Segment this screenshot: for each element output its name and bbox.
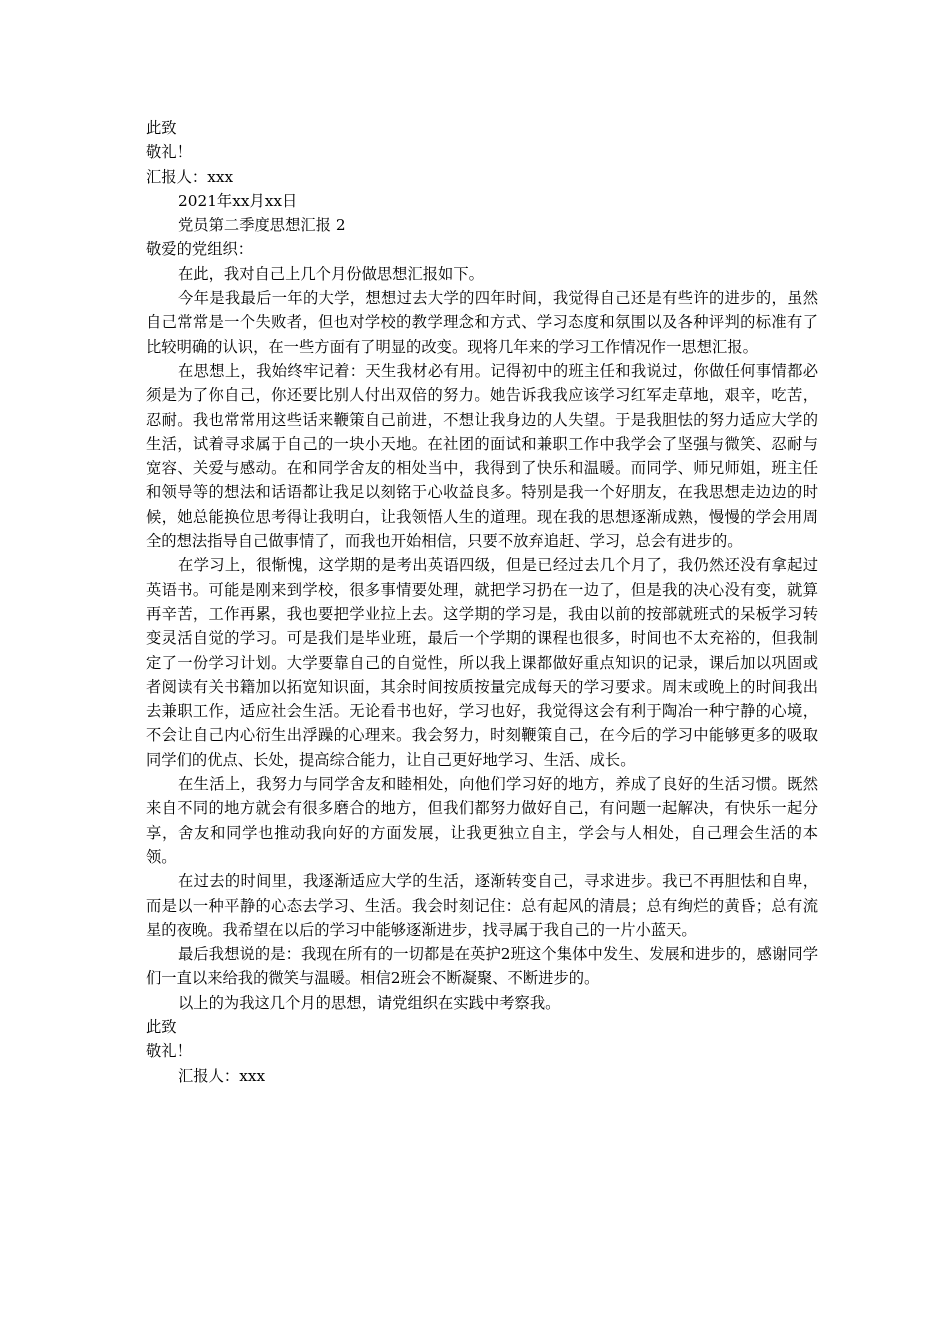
report-date: 2021年xx月xx日	[178, 191, 298, 210]
document-title: 党员第二季度思想汇报 2	[178, 216, 346, 235]
closing-respect-top: 敬礼！	[146, 143, 192, 162]
reporter-name-top: 汇报人：xxx	[146, 167, 234, 186]
paragraph: 在生活上，我努力与同学舍友和睦相处，向他们学习好的地方，养成了良好的生活习惯。既然来自不同的地方就会有很多磨合的地方，但我们都努力做好自己，有问题一起解决，有快乐一起分享，舍友和同学也推动我向好的方面发展，让我更独立自主，学会与人相处，自己理会生活的本领。	[146, 775, 818, 866]
paragraph: 最后我想说的是：我现在所有的一切都是在英护2班这个集体中发生、发展和进步的，感谢同学们一直以来给我的微笑与温暖。相信2班会不断凝聚、不断进步的。	[146, 945, 818, 988]
document-page	[146, 116, 818, 1088]
greeting: 敬爱的党组织：	[146, 240, 254, 259]
reporter-name-bottom: 汇报人：xxx	[178, 1066, 266, 1085]
paragraph: 在思想上，我始终牢记着：天生我材必有用。记得初中的班主任和我说过，你做任何事情都必须是为了你自己，你还要比别人付出双倍的努力。她告诉我我应该学习红军走草地，艰辛，吃苦，忍耐。我也常常用这些话来鞭策自己前进，不想让我身边的人失望。于是我胆怯的努力适应大学的生活，试着寻求属于自己的一块小天地。在社团的面试和兼职工作中我学会了坚强与微笑、忍耐与宽容、关爱与感动。在和同学舍友的相处当中，我得到了快乐和温暖。而同学、师兄师姐，班主任和领导等的想法和话语都让我足以刻铭于心收益良多。特别是我一个好朋友，在我思想走边边的时候，她总能换位思考得让我明白，让我领悟人生的道理。现在我的思想逐渐成熟，慢慢的学会用周全的想法指导自己做事情了，而我也开始相信，只要不放弃追赶、学习，总会有进步的。	[146, 361, 818, 551]
paragraph: 在过去的时间里，我逐渐适应大学的生活，逐渐转变自己，寻求进步。我已不再胆怯和自卑，而是以一种平静的心态去学习、生活。我会时刻记住：总有起风的清晨；总有绚烂的黄昏；总有流星的夜晚。我希望在以后的学习中能够逐渐进步，找寻属于我自己的一片小蓝天。	[146, 872, 818, 939]
closing-salutation-bottom: 此致	[146, 1017, 177, 1036]
paragraph: 在学习上，很惭愧，这学期的是考出英语四级，但是已经过去几个月了，我仍然还没有拿起过英语书。可能是刚来到学校，很多事情要处理，就把学习扔在一边了，但是我的决心没有变，就算再辛苦，工作再累，我也要把学业拉上去。这学期的学习是，我由以前的按部就班式的呆板学习转变灵活自觉的学习。可是我们是毕业班，最后一个学期的课程也很多，时间也不太充裕的，但我制定了一份学习计划。大学要靠自己的自觉性，所以我上课都做好重点知识的记录，课后加以巩固或者阅读有关书籍加以拓宽知识面，其余时间按质按量完成每天的学习要求。周末或晚上的时间我出去兼职工作，适应社会生活。无论看书也好，学习也好，我觉得这会有利于陶冶一种宁静的心境，不会让自己内心衍生出浮躁的心理来。我会努力，时刻鞭策自己，在今后的学习中能够更多的吸取同学们的优点、长处，提高综合能力，让自己更好地学习、生活、成长。	[146, 556, 818, 769]
closing-respect-bottom: 敬礼！	[146, 1042, 192, 1061]
closing-salutation-top: 此致	[146, 119, 177, 137]
paragraph: 今年是我最后一年的大学，想想过去大学的四年时间，我觉得自己还是有些许的进步的，虽然自己常常是一个失败者，但也对学校的教学理念和方式、学习态度和氛围以及各种评判的标准有了比较明确的认识，在一些方面有了明显的改变。现将几年来的学习工作情况作一思想汇报。	[146, 289, 818, 356]
paragraph: 在此，我对自己上几个月份做思想汇报如下。	[178, 264, 484, 283]
paragraph: 以上的为我这几个月的思想，请党组织在实践中考察我。	[178, 993, 561, 1012]
